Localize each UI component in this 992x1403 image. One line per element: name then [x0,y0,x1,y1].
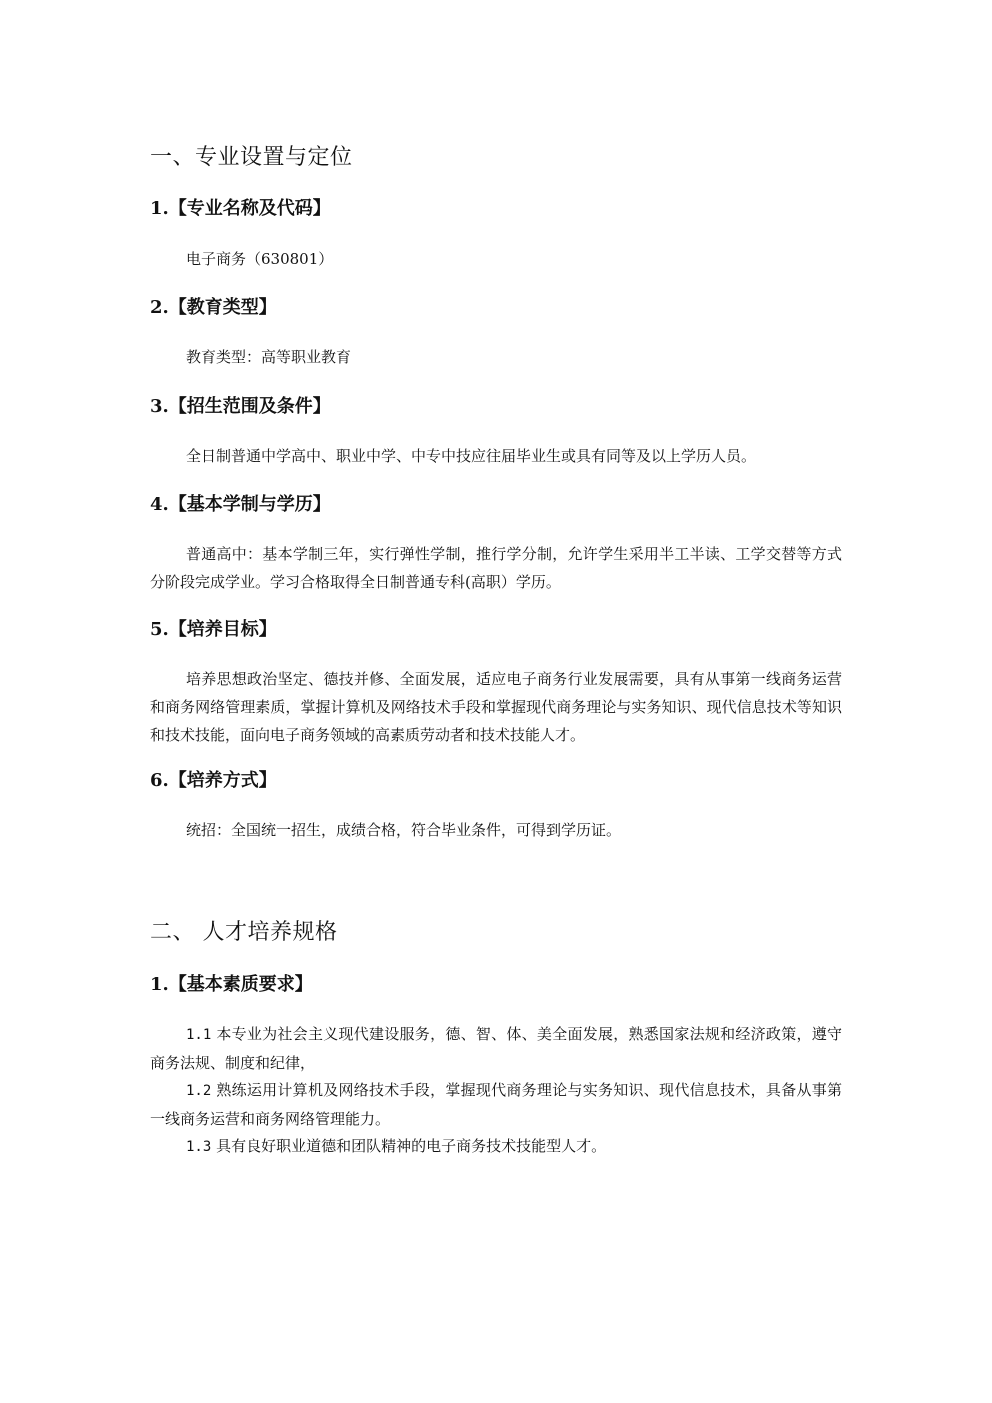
subsection-number: 5. [150,619,169,640]
section-title: 二、 人才培养规格 [150,920,338,945]
paragraph: 全日制普通中学高中、职业中学、中专中技应往届毕业生或具有同等及以上学历人员。 [186,447,757,465]
item-number: 1.1 [186,1027,212,1043]
subsection-heading [150,617,277,643]
subsection-heading [150,295,277,321]
item-number: 1.2 [186,1083,212,1099]
subsection-number: 1. [150,974,169,995]
subsection-number: 4. [150,494,169,515]
subsection-heading [150,196,331,222]
subsection-title: 【培养目标】 [168,619,277,640]
subsection-title: 【培养方式】 [168,770,277,791]
item-text: 熟练运用计算机及网络技术手段，掌握现代商务理论与实务知识、现代信息技术，具备从事第一线商务运营和商务网络管理能力。 [150,1081,842,1128]
subsection-number: 3. [150,396,169,417]
subsection-number: 1. [150,198,169,219]
paragraph: 统招：全国统一招生，成绩合格，符合毕业条件，可得到学历证。 [186,821,622,839]
item-number: 1.3 [186,1139,212,1155]
subsection-heading [150,972,313,998]
item-text: 具有良好职业道德和团队精神的电子商务技术技能型人才。 [216,1137,607,1155]
subsection-title: 【教育类型】 [168,297,277,318]
subsection-number: 6. [150,770,169,791]
subsection-title: 【专业名称及代码】 [168,198,331,219]
subsection-title: 【招生范围及条件】 [168,396,331,417]
paragraph: 教育类型：高等职业教育 [186,348,352,366]
list-item [150,1076,842,1133]
list-item [150,1020,842,1077]
subsection-title: 【基本学制与学历】 [168,494,331,515]
subsection-heading [150,492,331,518]
item-text: 本专业为社会主义现代建设服务，德、智、体、美全面发展，熟悉国家法规和经济政策，遵守商务法规、制度和纪律， [150,1025,842,1072]
paragraph: 培养思想政治坚定、德技并修、全面发展，适应电子商务行业发展需要，具有从事第一线商务运营和商务网络管理素质，掌握计算机及网络技术手段和掌握现代商务理论与实务知识、现代信息技术等知识和技术技能，面向电子商务领域的高素质劳动者和技术技能人才。 [150,670,842,744]
subsection-heading [150,768,277,794]
list-item [150,1132,842,1161]
subsection-number: 2. [150,297,169,318]
subsection-title: 【基本素质要求】 [168,974,313,995]
paragraph: 普通高中：基本学制三年，实行弹性学制，推行学分制，允许学生采用半工半读、工学交替等方式分阶段完成学业。学习合格取得全日制普通专科(高职）学历。 [150,545,842,591]
section-title: 一、专业设置与定位 [150,145,353,170]
paragraph: 电子商务（630801） [186,250,334,268]
subsection-heading [150,394,331,420]
